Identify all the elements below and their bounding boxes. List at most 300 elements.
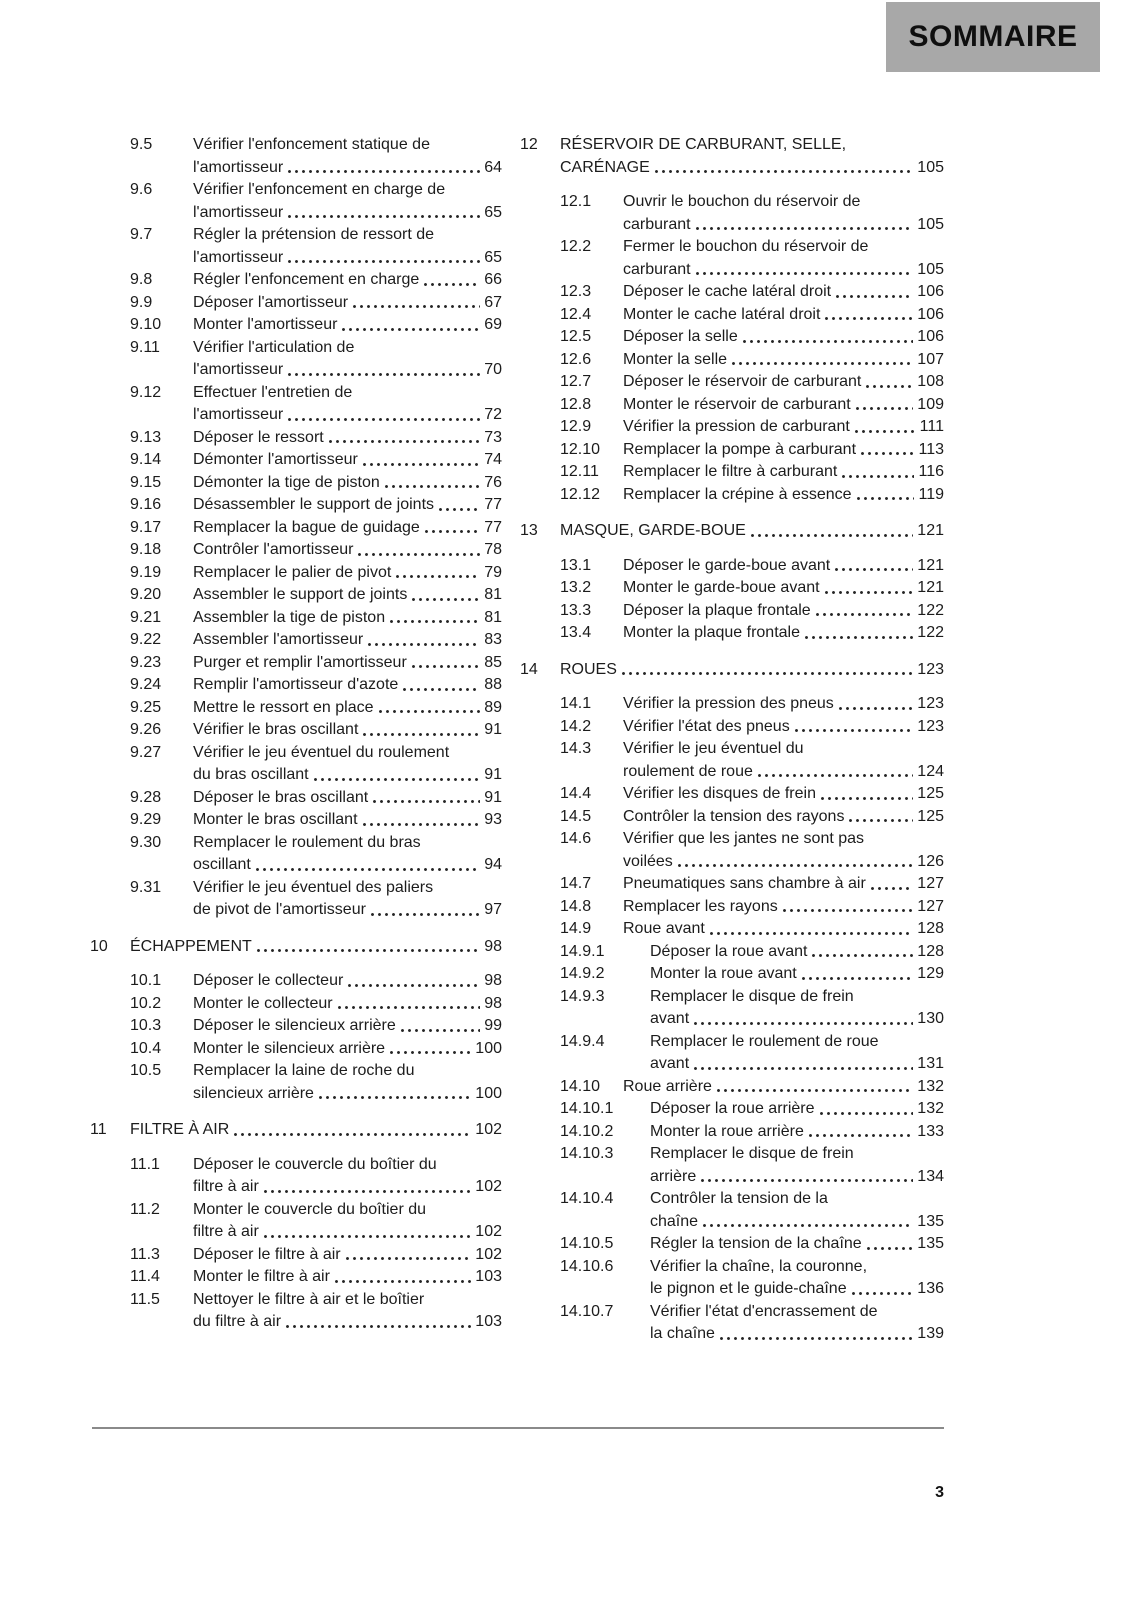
dot-leader (399, 1015, 480, 1038)
toc-entry (90, 562, 502, 585)
entry-title-line: Démonter la tige de piston (193, 473, 380, 491)
entry-last-line (193, 629, 502, 652)
toc-entry (520, 461, 944, 484)
entry-body (193, 494, 502, 517)
entry-title-line: Vérifier la pression de carburant (623, 418, 850, 435)
toc-section-entry (90, 1119, 502, 1142)
entry-page: 74 (484, 451, 502, 468)
page-number: 3 (935, 1484, 944, 1501)
entry-title-line: Déposer le bras oscillant (193, 788, 369, 806)
entry-title-line: Vérifier l'enfoncement en charge de (193, 181, 446, 198)
entry-last-line (193, 787, 502, 810)
entry-number: 12 (520, 136, 538, 153)
entry-title-line: du filtre à air (193, 1313, 282, 1330)
entry-page: 121 (917, 522, 944, 539)
entry-title-line: roulement de roue (623, 762, 753, 780)
toc-entry (90, 697, 502, 720)
entry-title-line: Démonter l'amortisseur (193, 451, 358, 468)
entry-number: 14.9.3 (560, 987, 605, 1005)
entry-title-line: Assembler l'amortisseur (193, 631, 364, 648)
entry-title-line: Déposer le ressort (193, 428, 324, 446)
toc-entry (520, 349, 944, 372)
entry-last-line (193, 359, 502, 382)
entry-number: 14.9 (560, 920, 592, 937)
entry-title-line: l'amortisseur (193, 158, 284, 176)
entry-title-line: Déposer la roue avant (650, 942, 808, 960)
entry-last-line (623, 693, 944, 716)
entry-number: 14.1 (560, 695, 592, 712)
entry-body (623, 349, 944, 372)
entry-number: 9.17 (130, 518, 162, 536)
entry-page: 132 (917, 1077, 944, 1095)
entry-number: 10.2 (130, 994, 162, 1012)
toc-entry (520, 371, 944, 394)
entry-number: 9.19 (130, 563, 162, 581)
entry-title-line: Monter le filtre à air (193, 1268, 330, 1285)
entry-last-line (623, 416, 944, 439)
entry-last-line (650, 1098, 944, 1121)
entry-last-line (130, 1119, 502, 1142)
entry-last-line (650, 963, 944, 986)
entry-last-line (193, 854, 502, 877)
entry-last-line (623, 326, 944, 349)
entry-title-line: Monter le bras oscillant (193, 811, 358, 828)
entry-body (193, 787, 502, 810)
entry-page: 69 (484, 316, 502, 333)
toc-entry (90, 832, 502, 877)
entry-last-line (623, 761, 944, 784)
entry-page: 122 (917, 624, 944, 641)
entry-number: 9.5 (130, 136, 153, 153)
entry-title-line: Déposer le réservoir de carburant (623, 373, 862, 390)
entry-title-line: de pivot de l'amortisseur (193, 901, 366, 918)
entry-page: 83 (484, 631, 502, 648)
entry-body (193, 134, 502, 179)
entry-last-line (193, 292, 502, 315)
dot-leader (853, 416, 916, 439)
entry-number: 9.10 (130, 316, 162, 333)
entry-body (193, 314, 502, 337)
dot-leader (327, 427, 480, 450)
dot-leader (312, 764, 481, 787)
entry-last-line (623, 600, 944, 623)
dot-leader (346, 970, 480, 993)
entry-number: 12.5 (560, 328, 592, 345)
dot-leader (864, 371, 913, 394)
entry-body (193, 674, 502, 697)
entry-number: 12.12 (560, 485, 601, 503)
entry-title-line: Pneumatiques sans chambre à air (623, 875, 866, 892)
entry-number: 12.6 (560, 350, 592, 368)
entry-body (560, 134, 944, 179)
entry-page: 123 (917, 695, 944, 712)
entry-title-line: carburant (623, 260, 691, 278)
toc-entry (520, 693, 944, 716)
entry-last-line (623, 783, 944, 806)
entry-title-line: Vérifier la pression des pneus (623, 695, 834, 712)
entry-body (623, 326, 944, 349)
toc-entry (520, 304, 944, 327)
entry-number: 14.10 (560, 1077, 601, 1095)
entry-number: 13.2 (560, 579, 592, 596)
entry-last-line (193, 539, 502, 562)
entry-page: 88 (484, 676, 502, 693)
entry-body (650, 1301, 944, 1346)
entry-last-line (623, 259, 944, 282)
entry-body (193, 1266, 502, 1289)
dot-leader (855, 484, 915, 507)
entry-number: 14.10.2 (560, 1122, 614, 1140)
entry-body (623, 693, 944, 716)
entry-title-line: Purger et remplir l'amortisseur (193, 653, 407, 671)
entry-page: 129 (917, 965, 944, 982)
entry-title-line: du bras oscillant (193, 766, 309, 783)
entry-body (193, 877, 502, 922)
entry-body (650, 1121, 944, 1144)
entry-title-line: FILTRE À AIR (130, 1121, 230, 1138)
entry-page: 70 (484, 361, 502, 378)
entry-page: 65 (484, 248, 502, 266)
dot-leader (422, 269, 480, 292)
entry-page: 135 (917, 1212, 944, 1230)
entry-last-line (193, 269, 502, 292)
entry-page: 132 (917, 1100, 944, 1117)
toc-entry (520, 783, 944, 806)
toc-section-entry (520, 659, 944, 682)
entry-last-line (193, 1266, 502, 1289)
entry-last-line (193, 899, 502, 922)
toc-entry (90, 517, 502, 540)
entry-last-line (623, 806, 944, 829)
dot-leader (410, 584, 480, 607)
entry-page: 105 (917, 158, 944, 176)
entry-body (193, 517, 502, 540)
entry-title-line: Déposer le garde-boue avant (623, 556, 831, 574)
entry-page: 134 (917, 1167, 944, 1185)
entry-number: 13.4 (560, 624, 592, 641)
entry-number: 9.14 (130, 451, 162, 468)
entry-number: 9.26 (130, 721, 162, 738)
entry-number: 14.3 (560, 740, 592, 757)
entry-page: 81 (484, 586, 502, 603)
toc-entry (520, 918, 944, 941)
dot-leader (692, 1053, 913, 1076)
entry-title-line: Remplacer la bague de guidage (193, 518, 420, 536)
entry-last-line (193, 697, 502, 720)
dot-leader (840, 461, 914, 484)
dot-leader (620, 659, 913, 682)
entry-page: 93 (484, 811, 502, 828)
entry-last-line (623, 281, 944, 304)
toc-entry (520, 1301, 944, 1346)
toc-entry (90, 652, 502, 675)
entry-page: 98 (484, 972, 502, 989)
entry-title-line: Vérifier les disques de frein (623, 785, 816, 802)
entry-number: 11.2 (130, 1200, 160, 1218)
entry-page: 107 (917, 350, 944, 368)
entry-title-line: CARÉNAGE (560, 158, 650, 176)
entry-title-line: Assembler la tige de piston (193, 608, 386, 626)
entry-number: 10.4 (130, 1039, 162, 1057)
entry-number: 9.31 (130, 878, 162, 896)
toc-entry (520, 1143, 944, 1188)
entry-page: 113 (918, 440, 944, 458)
toc-entry (90, 1060, 502, 1105)
toc-entry (90, 472, 502, 495)
entry-last-line (623, 896, 944, 919)
entry-title-line: Monter le garde-boue avant (623, 579, 820, 596)
entry-page: 97 (484, 901, 502, 918)
entry-page: 65 (484, 203, 502, 221)
dot-leader (388, 607, 480, 630)
entry-last-line (193, 1038, 502, 1061)
entry-title-line: Vérifier le bras oscillant (193, 721, 359, 738)
entry-body (623, 484, 944, 507)
entry-page: 106 (917, 305, 944, 323)
toc-entry (90, 1244, 502, 1267)
entry-number: 9.29 (130, 811, 162, 828)
entry-page: 81 (484, 608, 502, 626)
entry-number: 13.1 (560, 556, 592, 574)
dot-leader (286, 157, 480, 180)
dot-leader (284, 1311, 471, 1334)
entry-title-line: Effectuer l'entretien de (193, 383, 353, 401)
entry-last-line (650, 1121, 944, 1144)
entry-body (623, 622, 944, 645)
entry-last-line (193, 970, 502, 993)
entry-body (193, 1038, 502, 1061)
entry-number: 9.30 (130, 833, 162, 851)
dot-leader (340, 314, 480, 337)
entry-number: 14.5 (560, 807, 592, 825)
dot-leader (286, 404, 480, 427)
toc-entry (90, 993, 502, 1016)
entry-page: 105 (917, 215, 944, 233)
entry-body (623, 828, 944, 873)
entry-title-line: RÉSERVOIR DE CARBURANT, SELLE, (560, 136, 847, 153)
entry-number: 12.8 (560, 395, 592, 413)
entry-last-line (193, 809, 502, 832)
entry-body (623, 896, 944, 919)
entry-title-line: voilées (623, 852, 673, 870)
entry-page: 103 (475, 1313, 502, 1330)
entry-body (193, 337, 502, 382)
entry-page: 66 (484, 271, 502, 288)
entry-body (560, 520, 944, 543)
toc-entry (90, 382, 502, 427)
toc-entry (90, 629, 502, 652)
entry-body (650, 941, 944, 964)
entry-page: 85 (484, 653, 502, 671)
entry-title-line: Remplacer la crépine à essence (623, 485, 852, 503)
entry-title-line: le pignon et le guide-chaîne (650, 1280, 847, 1297)
dot-leader (694, 259, 914, 282)
toc-entry (520, 806, 944, 829)
entry-body (623, 461, 944, 484)
entry-page: 100 (475, 1039, 502, 1057)
entry-number: 12.7 (560, 373, 592, 390)
dot-leader (401, 674, 480, 697)
entry-page: 127 (917, 897, 944, 915)
entry-title-line: l'amortisseur (193, 248, 284, 266)
entry-body (650, 1143, 944, 1188)
entry-number: 10.3 (130, 1017, 162, 1034)
entry-number: 14.2 (560, 717, 592, 735)
entry-body (193, 1244, 502, 1267)
entry-title-line: Monter l'amortisseur (193, 316, 338, 333)
entry-number: 9.7 (130, 226, 153, 243)
toc-content (90, 134, 944, 1346)
dot-leader (286, 247, 480, 270)
entry-body (193, 1289, 502, 1334)
entry-number: 11.4 (130, 1268, 160, 1285)
entry-body (650, 1188, 944, 1233)
toc-section-entry (520, 134, 944, 179)
entry-page: 116 (918, 463, 944, 480)
dot-leader (756, 761, 913, 784)
entry-title-line: Déposer la roue arrière (650, 1100, 815, 1117)
entry-body (623, 191, 944, 236)
entry-title-line: la chaîne (650, 1325, 715, 1342)
entry-page: 64 (484, 158, 502, 176)
entry-body (193, 809, 502, 832)
entry-number: 9.20 (130, 586, 162, 603)
entry-last-line (560, 520, 944, 543)
dot-leader (837, 693, 914, 716)
entry-page: 105 (917, 260, 944, 278)
entry-title-line: filtre à air (193, 1178, 259, 1195)
entry-title-line: silencieux arrière (193, 1084, 314, 1102)
entry-number: 9.28 (130, 788, 162, 806)
dot-leader (394, 562, 480, 585)
entry-title-line: Déposer le collecteur (193, 972, 344, 989)
entry-title-line: ÉCHAPPEMENT (130, 937, 252, 955)
dot-leader (819, 783, 913, 806)
entry-page: 98 (484, 994, 502, 1012)
entry-page: 106 (917, 328, 944, 345)
dot-leader (865, 1233, 914, 1256)
entry-body (623, 783, 944, 806)
entry-last-line (193, 449, 502, 472)
entry-page: 121 (917, 579, 944, 596)
entry-page: 106 (917, 283, 944, 300)
entry-last-line (650, 1008, 944, 1031)
entry-number: 9.9 (130, 293, 153, 311)
toc-entry (520, 622, 944, 645)
entry-last-line (193, 1221, 502, 1244)
dot-leader (361, 449, 480, 472)
entry-title-line: l'amortisseur (193, 406, 284, 423)
entry-title-line: Fermer le bouchon du réservoir de (623, 238, 869, 255)
toc-entry (520, 873, 944, 896)
entry-page: 136 (917, 1280, 944, 1297)
entry-number: 12.1 (560, 193, 592, 210)
entry-number: 12.4 (560, 305, 592, 323)
entry-number: 14.10.1 (560, 1100, 614, 1117)
entry-title-line: Roue arrière (623, 1077, 712, 1095)
toc-entry (520, 1233, 944, 1256)
toc-entry (520, 1256, 944, 1301)
entry-last-line (623, 439, 944, 462)
entry-body (623, 577, 944, 600)
toc-section-entry (520, 520, 944, 543)
entry-page: 126 (917, 852, 944, 870)
entry-number: 14.6 (560, 830, 592, 847)
dot-leader (232, 1119, 471, 1142)
entry-number: 13.3 (560, 601, 592, 619)
entry-last-line (193, 427, 502, 450)
entry-page: 100 (475, 1084, 502, 1102)
entry-page: 108 (917, 373, 944, 390)
entry-page: 122 (917, 601, 944, 619)
entry-body (193, 539, 502, 562)
entry-last-line (193, 607, 502, 630)
entry-title-line: Régler l'enfoncement en charge (193, 271, 420, 288)
entry-title-line: Déposer le silencieux arrière (193, 1017, 396, 1034)
entry-page: 91 (484, 721, 502, 738)
dot-leader (262, 1221, 472, 1244)
entry-page: 91 (484, 766, 502, 783)
entry-title-line: filtre à air (193, 1223, 259, 1240)
entry-last-line (623, 349, 944, 372)
entry-body (650, 1031, 944, 1076)
entry-number: 12.11 (560, 463, 599, 480)
entry-body (193, 697, 502, 720)
entry-page: 99 (484, 1017, 502, 1034)
entry-number: 11.1 (130, 1155, 160, 1173)
dot-leader (377, 697, 481, 720)
toc-entry (90, 877, 502, 922)
dot-leader (823, 577, 914, 600)
entry-number: 14.4 (560, 785, 592, 802)
toc-entry (90, 607, 502, 630)
entry-body (560, 659, 944, 682)
entry-last-line (623, 394, 944, 417)
entry-last-line (193, 652, 502, 675)
toc-entry (90, 224, 502, 269)
entry-title-line: Régler la prétension de ressort de (193, 226, 435, 243)
entry-number: 14.10.3 (560, 1145, 614, 1162)
entry-body (623, 918, 944, 941)
toc-column-left (90, 134, 502, 1346)
entry-page: 130 (917, 1010, 944, 1027)
entry-body (650, 1256, 944, 1301)
entry-number: 14.7 (560, 875, 592, 892)
toc-entry (90, 674, 502, 697)
entry-last-line (623, 918, 944, 941)
toc-entry (520, 555, 944, 578)
dot-leader (333, 1266, 471, 1289)
dot-leader (803, 622, 913, 645)
entry-page: 77 (484, 518, 502, 536)
dot-leader (653, 157, 914, 180)
entry-last-line (193, 1176, 502, 1199)
entry-title-line: carburant (623, 215, 691, 233)
dot-leader (749, 520, 913, 543)
toc-entry (90, 314, 502, 337)
entry-number: 14.10.5 (560, 1235, 614, 1252)
entry-body (130, 936, 502, 959)
entry-number: 9.15 (130, 473, 162, 491)
entry-page: 127 (917, 875, 944, 892)
entry-last-line (193, 314, 502, 337)
dot-leader (361, 719, 480, 742)
dot-leader (388, 1038, 471, 1061)
entry-body (623, 1076, 944, 1099)
entry-body (193, 1060, 502, 1105)
entry-body (193, 269, 502, 292)
entry-last-line (623, 214, 944, 237)
